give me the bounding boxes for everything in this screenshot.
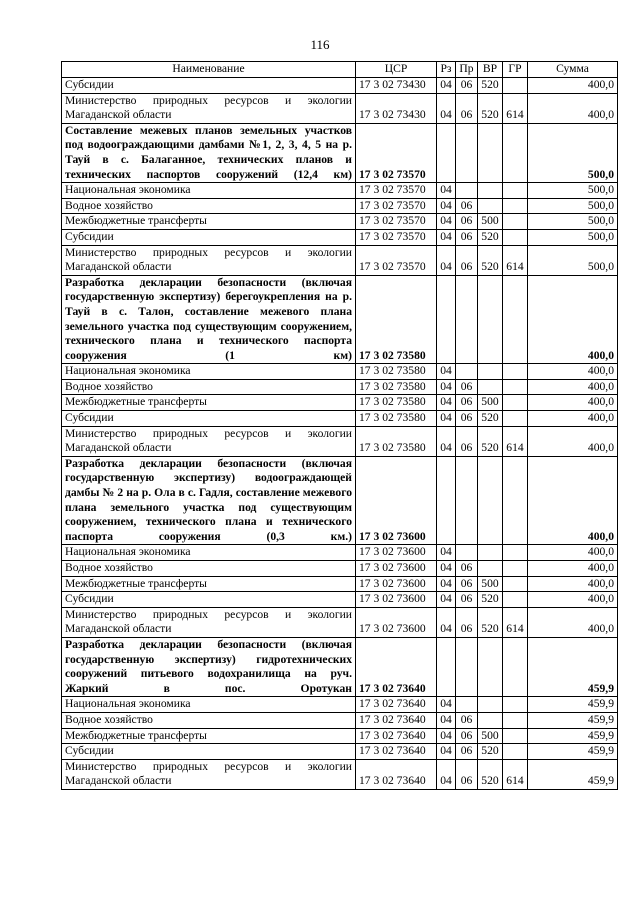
cell-pr — [456, 123, 478, 182]
cell-gr — [503, 214, 528, 230]
cell-csr: 17 3 02 73600 — [356, 561, 437, 577]
cell-gr — [503, 275, 528, 364]
cell-name: Национальная экономика — [62, 697, 356, 713]
cell-pr: 06 — [456, 576, 478, 592]
cell-csr: 17 3 02 73580 — [356, 395, 437, 411]
cell-rz: 04 — [437, 379, 456, 395]
cell-sum: 459,9 — [528, 744, 618, 760]
cell-name: Разработка декларации безопасности (включая государственную экспертизу) берегоукрепления на р. Тауй в с. Талон, составление межевого плана земельного участка под существующим сооружением, технического плана и технического паспорта сооружения (1 км) — [62, 275, 356, 364]
cell-gr: 614 — [503, 607, 528, 637]
cell-name: Национальная экономика — [62, 364, 356, 380]
cell-rz — [437, 123, 456, 182]
cell-rz: 04 — [437, 607, 456, 637]
cell-name: Субсидии — [62, 744, 356, 760]
cell-name: Субсидии — [62, 411, 356, 427]
cell-vr: 520 — [478, 592, 503, 608]
cell-gr: 614 — [503, 245, 528, 275]
cell-sum: 500,0 — [528, 214, 618, 230]
table-row — [62, 456, 618, 545]
table-row — [62, 545, 618, 561]
cell-gr — [503, 561, 528, 577]
cell-rz: 04 — [437, 728, 456, 744]
cell-rz: 04 — [437, 183, 456, 199]
cell-vr: 520 — [478, 78, 503, 94]
table-row — [62, 637, 618, 696]
cell-sum: 400,0 — [528, 545, 618, 561]
cell-pr: 06 — [456, 561, 478, 577]
cell-name: Водное хозяйство — [62, 379, 356, 395]
cell-pr: 06 — [456, 426, 478, 456]
cell-rz: 04 — [437, 545, 456, 561]
cell-csr: 17 3 02 73640 — [356, 637, 437, 696]
cell-pr: 06 — [456, 759, 478, 789]
cell-vr: 520 — [478, 759, 503, 789]
table-row — [62, 592, 618, 608]
header-csr: ЦСР — [356, 62, 437, 78]
table-row — [62, 245, 618, 275]
cell-pr — [456, 545, 478, 561]
cell-pr: 06 — [456, 245, 478, 275]
cell-rz: 04 — [437, 245, 456, 275]
cell-rz: 04 — [437, 411, 456, 427]
cell-name: Субсидии — [62, 78, 356, 94]
table-row — [62, 364, 618, 380]
cell-rz: 04 — [437, 592, 456, 608]
cell-name: Национальная экономика — [62, 545, 356, 561]
cell-vr — [478, 561, 503, 577]
cell-name: Министерство природных ресурсов и экологии Магаданской области — [62, 426, 356, 456]
cell-name: Межбюджетные трансферты — [62, 728, 356, 744]
cell-gr — [503, 592, 528, 608]
cell-csr: 17 3 02 73600 — [356, 607, 437, 637]
header-rz: Рз — [437, 62, 456, 78]
cell-sum: 400,0 — [528, 561, 618, 577]
table-row — [62, 379, 618, 395]
cell-name: Министерство природных ресурсов и экологии Магаданской области — [62, 759, 356, 789]
cell-gr — [503, 545, 528, 561]
table-row — [62, 426, 618, 456]
cell-rz: 04 — [437, 697, 456, 713]
cell-pr — [456, 697, 478, 713]
cell-vr — [478, 697, 503, 713]
cell-gr — [503, 697, 528, 713]
cell-pr: 06 — [456, 93, 478, 123]
cell-pr — [456, 637, 478, 696]
cell-sum: 500,0 — [528, 183, 618, 199]
cell-rz: 04 — [437, 364, 456, 380]
cell-vr: 520 — [478, 607, 503, 637]
cell-csr: 17 3 02 73430 — [356, 78, 437, 94]
cell-pr: 06 — [456, 214, 478, 230]
cell-vr: 520 — [478, 411, 503, 427]
table-row — [62, 697, 618, 713]
cell-csr: 17 3 02 73600 — [356, 545, 437, 561]
cell-name: Межбюджетные трансферты — [62, 214, 356, 230]
cell-sum: 400,0 — [528, 607, 618, 637]
header-gr: ГР — [503, 62, 528, 78]
cell-pr: 06 — [456, 411, 478, 427]
table-row — [62, 183, 618, 199]
cell-name: Национальная экономика — [62, 183, 356, 199]
cell-rz: 04 — [437, 561, 456, 577]
cell-pr: 06 — [456, 379, 478, 395]
cell-csr: 17 3 02 73570 — [356, 183, 437, 199]
cell-name: Разработка декларации безопасности (включая государственную экспертизу) гидротехнических сооружений питьевого водохранилища на руч. Жаркий в пос. Оротукан — [62, 637, 356, 696]
cell-gr — [503, 379, 528, 395]
table-body — [62, 78, 618, 790]
cell-rz: 04 — [437, 744, 456, 760]
cell-vr: 520 — [478, 245, 503, 275]
table-row — [62, 712, 618, 728]
cell-vr — [478, 123, 503, 182]
table-row — [62, 93, 618, 123]
cell-pr: 06 — [456, 198, 478, 214]
table-row — [62, 607, 618, 637]
cell-sum: 400,0 — [528, 364, 618, 380]
cell-csr: 17 3 02 73570 — [356, 198, 437, 214]
cell-sum: 459,9 — [528, 712, 618, 728]
cell-name: Составление межевых планов земельных участков под водоограждающими дамбами №1, 2, 3, 4, 5 на р. Тауй в с. Балаганное, технических планов и технических паспортов сооружений (12,4 км) — [62, 123, 356, 182]
cell-pr: 06 — [456, 728, 478, 744]
cell-vr — [478, 275, 503, 364]
cell-sum: 459,9 — [528, 728, 618, 744]
cell-csr: 17 3 02 73640 — [356, 759, 437, 789]
cell-csr: 17 3 02 73570 — [356, 214, 437, 230]
cell-rz: 04 — [437, 78, 456, 94]
cell-name: Межбюджетные трансферты — [62, 576, 356, 592]
cell-pr: 06 — [456, 607, 478, 637]
cell-sum: 400,0 — [528, 426, 618, 456]
cell-rz: 04 — [437, 712, 456, 728]
cell-csr: 17 3 02 73570 — [356, 245, 437, 275]
cell-rz: 04 — [437, 395, 456, 411]
cell-rz: 04 — [437, 759, 456, 789]
cell-csr: 17 3 02 73600 — [356, 592, 437, 608]
cell-sum: 459,9 — [528, 759, 618, 789]
cell-rz: 04 — [437, 93, 456, 123]
cell-vr — [478, 198, 503, 214]
cell-sum: 400,0 — [528, 456, 618, 545]
cell-vr: 520 — [478, 744, 503, 760]
cell-csr: 17 3 02 73640 — [356, 744, 437, 760]
cell-pr — [456, 456, 478, 545]
cell-gr — [503, 198, 528, 214]
cell-vr — [478, 637, 503, 696]
table-row — [62, 744, 618, 760]
cell-pr: 06 — [456, 229, 478, 245]
cell-vr — [478, 183, 503, 199]
table-row — [62, 759, 618, 789]
cell-pr — [456, 275, 478, 364]
cell-rz — [437, 456, 456, 545]
cell-gr — [503, 123, 528, 182]
cell-vr: 520 — [478, 426, 503, 456]
cell-pr: 06 — [456, 78, 478, 94]
cell-vr — [478, 379, 503, 395]
cell-name: Министерство природных ресурсов и экологии Магаданской области — [62, 93, 356, 123]
cell-pr: 06 — [456, 395, 478, 411]
header-name: Наименование — [62, 62, 356, 78]
table-row — [62, 728, 618, 744]
cell-gr: 614 — [503, 93, 528, 123]
cell-pr: 06 — [456, 592, 478, 608]
cell-csr: 17 3 02 73640 — [356, 697, 437, 713]
table-row — [62, 576, 618, 592]
cell-csr: 17 3 02 73600 — [356, 456, 437, 545]
cell-name: Министерство природных ресурсов и экологии Магаданской области — [62, 245, 356, 275]
table-row — [62, 395, 618, 411]
cell-pr: 06 — [456, 712, 478, 728]
table-row — [62, 229, 618, 245]
cell-vr: 500 — [478, 576, 503, 592]
cell-sum: 400,0 — [528, 93, 618, 123]
cell-vr: 500 — [478, 728, 503, 744]
cell-csr: 17 3 02 73570 — [356, 229, 437, 245]
cell-gr — [503, 744, 528, 760]
cell-csr: 17 3 02 73570 — [356, 123, 437, 182]
table-row — [62, 214, 618, 230]
cell-vr: 520 — [478, 93, 503, 123]
header-vr: ВР — [478, 62, 503, 78]
cell-gr — [503, 456, 528, 545]
table-row — [62, 123, 618, 182]
table-header-row — [62, 62, 618, 78]
table-row — [62, 198, 618, 214]
cell-name: Водное хозяйство — [62, 198, 356, 214]
cell-vr: 500 — [478, 214, 503, 230]
cell-pr — [456, 364, 478, 380]
cell-sum: 400,0 — [528, 379, 618, 395]
cell-rz: 04 — [437, 426, 456, 456]
cell-name: Субсидии — [62, 229, 356, 245]
table-row — [62, 78, 618, 94]
cell-csr: 17 3 02 73580 — [356, 379, 437, 395]
cell-rz: 04 — [437, 576, 456, 592]
cell-rz: 04 — [437, 229, 456, 245]
cell-sum: 500,0 — [528, 245, 618, 275]
cell-sum: 459,9 — [528, 697, 618, 713]
cell-vr — [478, 545, 503, 561]
cell-csr: 17 3 02 73430 — [356, 93, 437, 123]
cell-name: Водное хозяйство — [62, 561, 356, 577]
cell-sum: 400,0 — [528, 592, 618, 608]
cell-csr: 17 3 02 73580 — [356, 411, 437, 427]
header-pr: Пр — [456, 62, 478, 78]
cell-csr: 17 3 02 73640 — [356, 728, 437, 744]
table-row — [62, 561, 618, 577]
cell-rz — [437, 637, 456, 696]
cell-gr — [503, 229, 528, 245]
cell-csr: 17 3 02 73600 — [356, 576, 437, 592]
cell-vr: 520 — [478, 229, 503, 245]
header-sum: Сумма — [528, 62, 618, 78]
cell-csr: 17 3 02 73580 — [356, 426, 437, 456]
cell-rz: 04 — [437, 214, 456, 230]
cell-name: Водное хозяйство — [62, 712, 356, 728]
cell-rz — [437, 275, 456, 364]
cell-sum: 500,0 — [528, 198, 618, 214]
cell-vr: 500 — [478, 395, 503, 411]
cell-name: Министерство природных ресурсов и экологии Магаданской области — [62, 607, 356, 637]
cell-gr — [503, 364, 528, 380]
table-row — [62, 411, 618, 427]
cell-vr — [478, 456, 503, 545]
cell-gr — [503, 411, 528, 427]
cell-gr — [503, 576, 528, 592]
cell-csr: 17 3 02 73580 — [356, 364, 437, 380]
cell-gr — [503, 78, 528, 94]
table-row — [62, 275, 618, 364]
cell-vr — [478, 364, 503, 380]
cell-name: Межбюджетные трансферты — [62, 395, 356, 411]
cell-sum: 500,0 — [528, 229, 618, 245]
cell-pr: 06 — [456, 744, 478, 760]
cell-gr — [503, 637, 528, 696]
cell-gr: 614 — [503, 759, 528, 789]
cell-sum: 400,0 — [528, 395, 618, 411]
cell-sum: 400,0 — [528, 411, 618, 427]
budget-table — [61, 61, 618, 790]
cell-pr — [456, 183, 478, 199]
cell-rz: 04 — [437, 198, 456, 214]
cell-name: Субсидии — [62, 592, 356, 608]
cell-gr: 614 — [503, 426, 528, 456]
cell-csr: 17 3 02 73640 — [356, 712, 437, 728]
cell-gr — [503, 712, 528, 728]
cell-sum: 400,0 — [528, 275, 618, 364]
cell-gr — [503, 395, 528, 411]
cell-sum: 400,0 — [528, 78, 618, 94]
cell-sum: 400,0 — [528, 576, 618, 592]
page-number: 116 — [310, 37, 330, 52]
cell-sum: 500,0 — [528, 123, 618, 182]
cell-csr: 17 3 02 73580 — [356, 275, 437, 364]
cell-gr — [503, 728, 528, 744]
cell-name: Разработка декларации безопасности (включая государственную экспертизу) водоограждающей дамбы № 2 на р. Ола в с. Гадля, составление межевого плана земельного участка под существующим сооружением, технического плана и технического паспорта сооружения (0,3 км.) — [62, 456, 356, 545]
cell-vr — [478, 712, 503, 728]
cell-gr — [503, 183, 528, 199]
cell-sum: 459,9 — [528, 637, 618, 696]
